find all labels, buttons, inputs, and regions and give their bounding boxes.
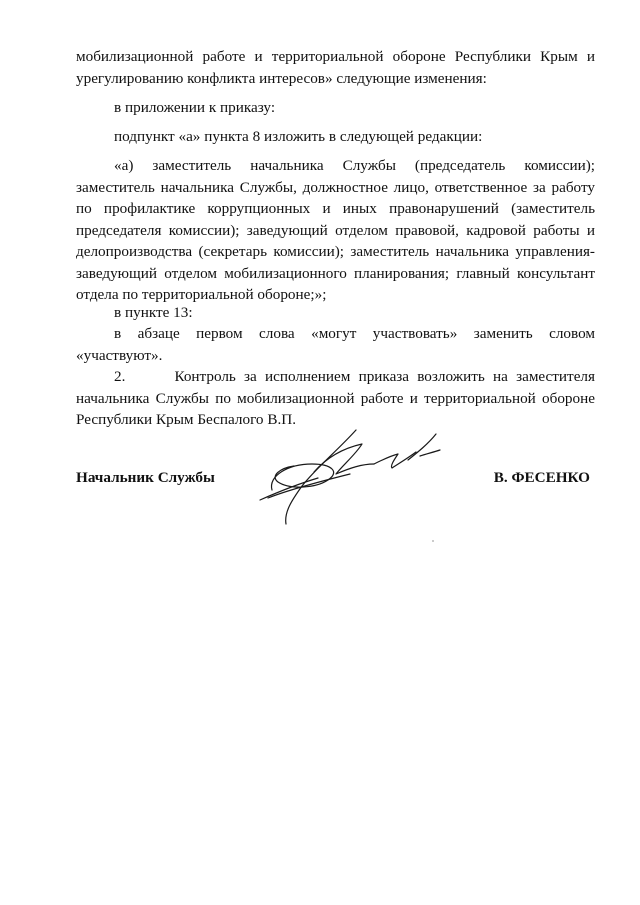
paragraph-continuation: мобилизационной работе и территориальной обороне Республики Крым и урегулированию конфликта интересов» следующие изменения: [76, 48, 595, 87]
paragraph-item-2: 2. Контроль за исполнением приказа возложить на заместителя начальника Службы по мобилизационной работе и территориальной обороне Республики Крым Беспалого В.П. [76, 368, 595, 428]
paragraph-appendix: в приложении к приказу: [114, 99, 276, 116]
handwritten-signature [258, 420, 458, 532]
scan-speck [432, 540, 434, 542]
paragraph-subclause-a: «а) заместитель начальника Службы (председатель комиссии); заместитель начальника Службы, должностное лицо, ответственное за работу по профилактике коррупционных и иных правонарушений (заместитель председателя комиссии); заведующий отделом правовой, кадровой работы и делопроизводства (секретарь комиссии); заместитель начальника управления-заведующий отделом мобилизационного планирования; главный консультант отдела по территориальной обороне;»; [76, 157, 595, 303]
signer-position: Начальник Службы [76, 469, 215, 486]
paragraph-subclause-intro: подпункт «а» пункта 8 изложить в следующей редакции: [114, 128, 483, 145]
paragraph-clause-13: в пункте 13: [114, 304, 193, 321]
signer-name: В. ФЕСЕНКО [493, 469, 590, 486]
paragraph-first-abzac: в абзаце первом слова «могут участвовать» заменить словом «участвуют». [76, 325, 595, 364]
